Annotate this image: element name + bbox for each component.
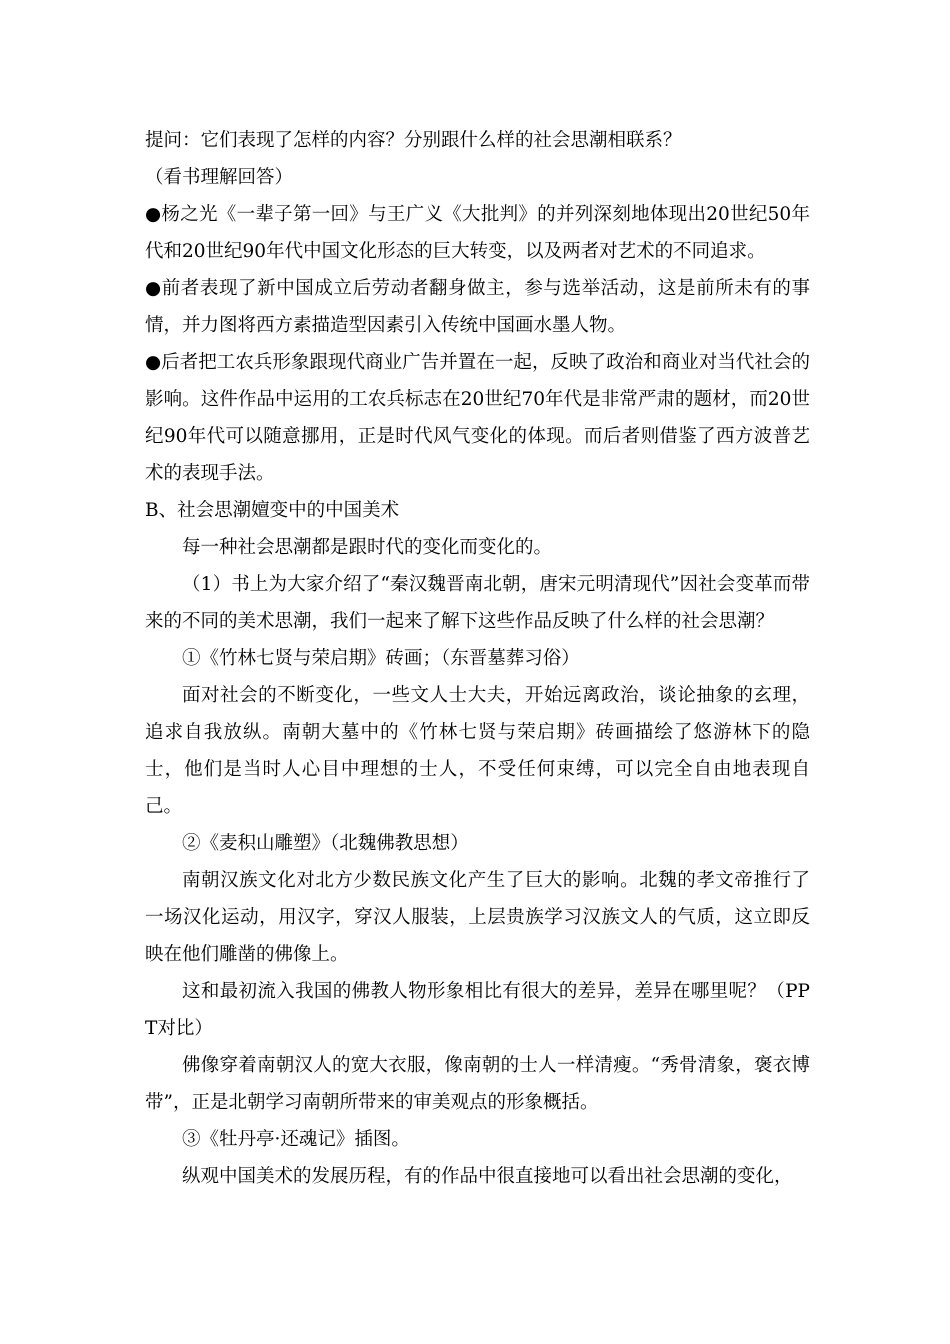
paragraph-item-1-intro: （1）书上为大家介绍了“秦汉魏晋南北朝，唐宋元明清现代”因社会变革而带来的不同的美术思潮，我们一起来了解下这些作品反映了什么样的社会思潮？ [145, 574, 810, 632]
paragraph-overview: 纵观中国美术的发展历程，有的作品中很直接地可以看出社会思潮的变化， [182, 1166, 793, 1187]
paragraph-bamboo-grove: 面对社会的不断变化，一些文人士大夫，开始远离政治，谈论抽象的玄理，追求自我放纵。南朝大墓中的《竹林七贤与荣启期》砖画描绘了悠游林下的隐士，他们是当时人心目中理想的士人，不受任何束缚，可以完全自由地表现自己。 [145, 685, 810, 817]
paragraph-maijishan: 南朝汉族文化对北方少数民族文化产生了巨大的影响。北魏的孝文帝推行了一场汉化运动，用汉字，穿汉人服装，上层贵族学习汉族文人的气质，这立即反映在他们雕凿的佛像上。 [145, 870, 810, 965]
subheading-peony-pavilion: ③《牡丹亭·还魂记》插图。 [182, 1129, 410, 1150]
paragraph-bullet-2: ●前者表现了新中国成立后劳动者翻身做主，参与选举活动，这是前所未有的事情，并力图将西方素描造型因素引入传统中国画水墨人物。 [145, 278, 810, 336]
section-heading-b: B、社会思潮嬗变中的中国美术 [145, 500, 400, 521]
subheading-maijishan: ②《麦积山雕塑》（北魏佛教思想） [182, 833, 469, 854]
paragraph-note: （看书理解回答） [145, 167, 294, 188]
subheading-bamboo-grove: ①《竹林七贤与荣启期》砖画；（东晋墓葬习俗） [182, 648, 580, 669]
paragraph-buddha-style: 佛像穿着南朝汉人的宽大衣服，像南朝的士人一样清瘦。“秀骨清象，褒衣博带”，正是北朝学习南朝所带来的审美观点的形象概括。 [145, 1055, 810, 1113]
document-body [145, 122, 810, 1195]
paragraph-bullet-1: ●杨之光《一辈子第一回》与王广义《大批判》的并列深刻地体现出20世纪50年代和20世纪90年代中国文化形态的巨大转变，以及两者对艺术的不同追求。 [145, 204, 810, 262]
paragraph-question: 提问：它们表现了怎样的内容？分别跟什么样的社会思潮相联系？ [145, 130, 682, 151]
paragraph-bullet-3: ●后者把工农兵形象跟现代商业广告并置在一起，反映了政治和商业对当代社会的影响。这件作品中运用的工农兵标志在20世纪70年代是非常严肃的题材，而20世纪90年代可以随意挪用，正是时代风气变化的体现。而后者则借鉴了西方波普艺术的表现手法。 [145, 352, 810, 484]
paragraph-intro: 每一种社会思潮都是跟时代的变化而变化的。 [182, 537, 553, 558]
paragraph-buddha-comparison: 这和最初流入我国的佛教人物形象相比有很大的差异，差异在哪里呢？（PPT对比） [145, 981, 810, 1039]
